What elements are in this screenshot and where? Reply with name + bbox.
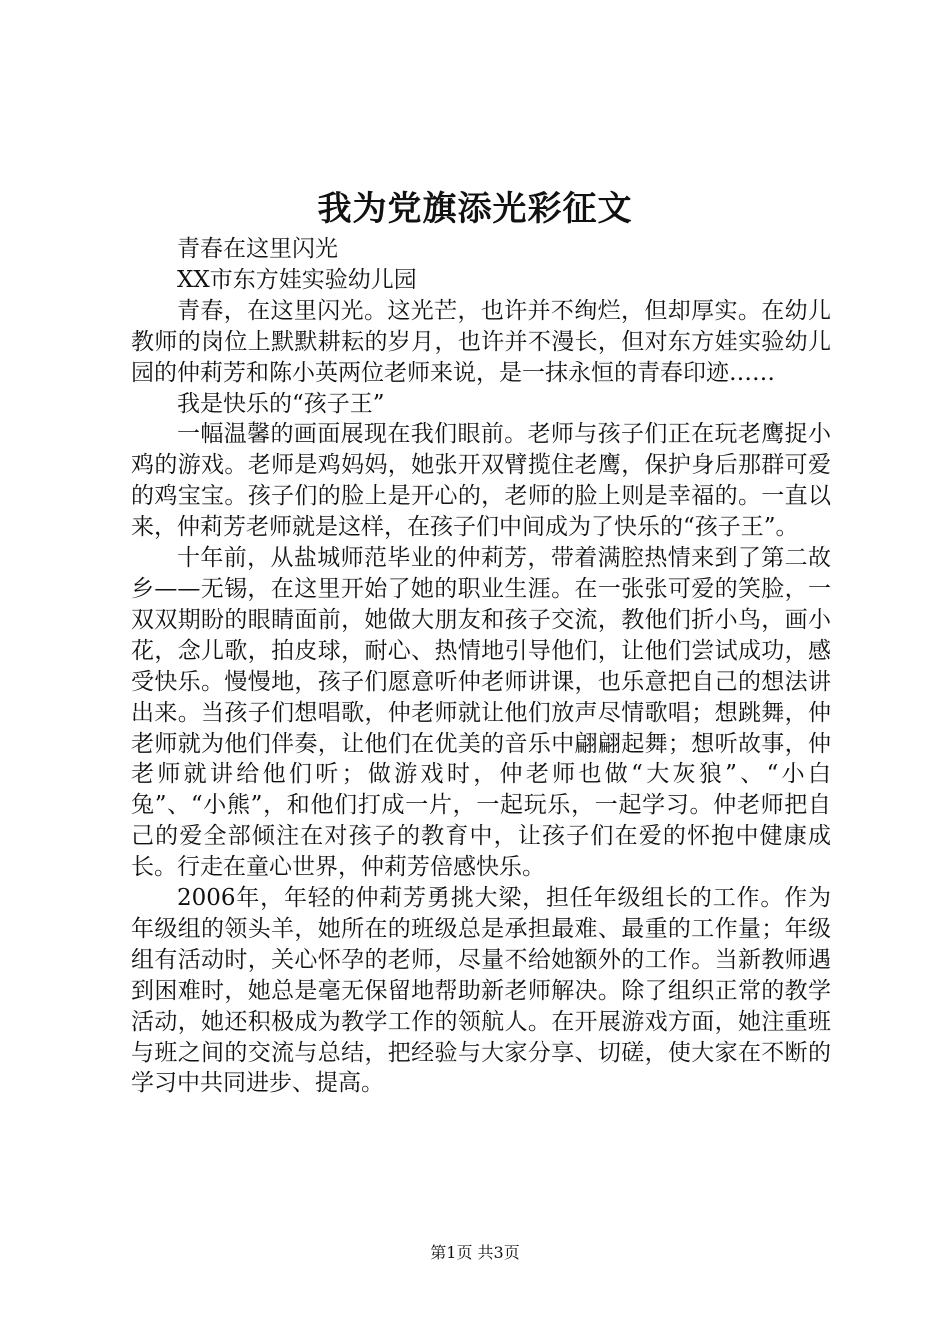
document-body xyxy=(131,234,831,1099)
page-footer: 第1页 共3页 xyxy=(430,1243,520,1262)
document-title: 我为党旗添光彩征文 xyxy=(317,189,633,229)
body-paragraph: 青春，在这里闪光。这光芒，也许并不绚烂，但却厚实。在幼儿教师的岗位上默默耕耘的岁月，也许并不漫长，但对东方娃实验幼儿园的仲莉芳和陈小英两位老师来说，是一抹永恒的青春印迹…… xyxy=(131,297,831,386)
author-paragraph: XX市东方娃实验幼儿园 xyxy=(177,266,417,293)
subtitle-paragraph: 青春在这里闪光 xyxy=(177,236,338,262)
body-paragraph: 十年前，从盐城师范毕业的仲莉芳，带着满腔热情来到了第二故乡——无锡，在这里开始了她的职业生涯。在一张张可爱的笑脸，一双双期盼的眼睛面前，她做大朋友和孩子交流，教他们折小鸟，画小花，念儿歌，拍皮球，耐心、热情地引导他们，让他们尝试成功，感受快乐。慢慢地，孩子们愿意听仲老师讲课，也乐意把自己的想法讲出来。当孩子们想唱歌，仲老师就让他们放声尽情歌唱；想跳舞，仲老师就为他们伴奏，让他们在优美的音乐中翩翩起舞；想听故事，仲老师就讲给他们听；做游戏时，仲老师也做“大灰狼”、“小白兔”、“小熊”，和他们打成一片，一起玩乐，一起学习。仲老师把自己的爱全部倾注在对孩子的教育中，让孩子们在爱的怀抱中健康成长。行走在童心世界，仲莉芳倍感快乐。 xyxy=(131,545,831,881)
section-heading-paragraph: 我是快乐的“孩子王” xyxy=(177,390,385,417)
body-paragraph: 一幅温馨的画面展现在我们眼前。老师与孩子们正在玩老鹰捉小鸡的游戏。老师是鸡妈妈，她张开双臂揽住老鹰，保护身后那群可爱的鸡宝宝。孩子们的脸上是开心的，老师的脸上则是幸福的。一直以来，仲莉芳老师就是这样，在孩子们中间成为了快乐的“孩子王”。 xyxy=(131,421,831,541)
body-paragraph: 2006年，年轻的仲莉芳勇挑大梁，担任年级组长的工作。作为年级组的领头羊，她所在的班级总是承担最难、最重的工作量；年级组有活动时，关心怀孕的老师，尽量不给她额外的工作。当新教师遇到困难时，她总是毫无保留地帮助新老师解决。除了组织正常的教学活动，她还积极成为教学工作的领航人。在开展游戏方面，她注重班与班之间的交流与总结，把经验与大家分享、切磋，使大家在不断的学习中共同进步、提高。 xyxy=(131,885,831,1097)
